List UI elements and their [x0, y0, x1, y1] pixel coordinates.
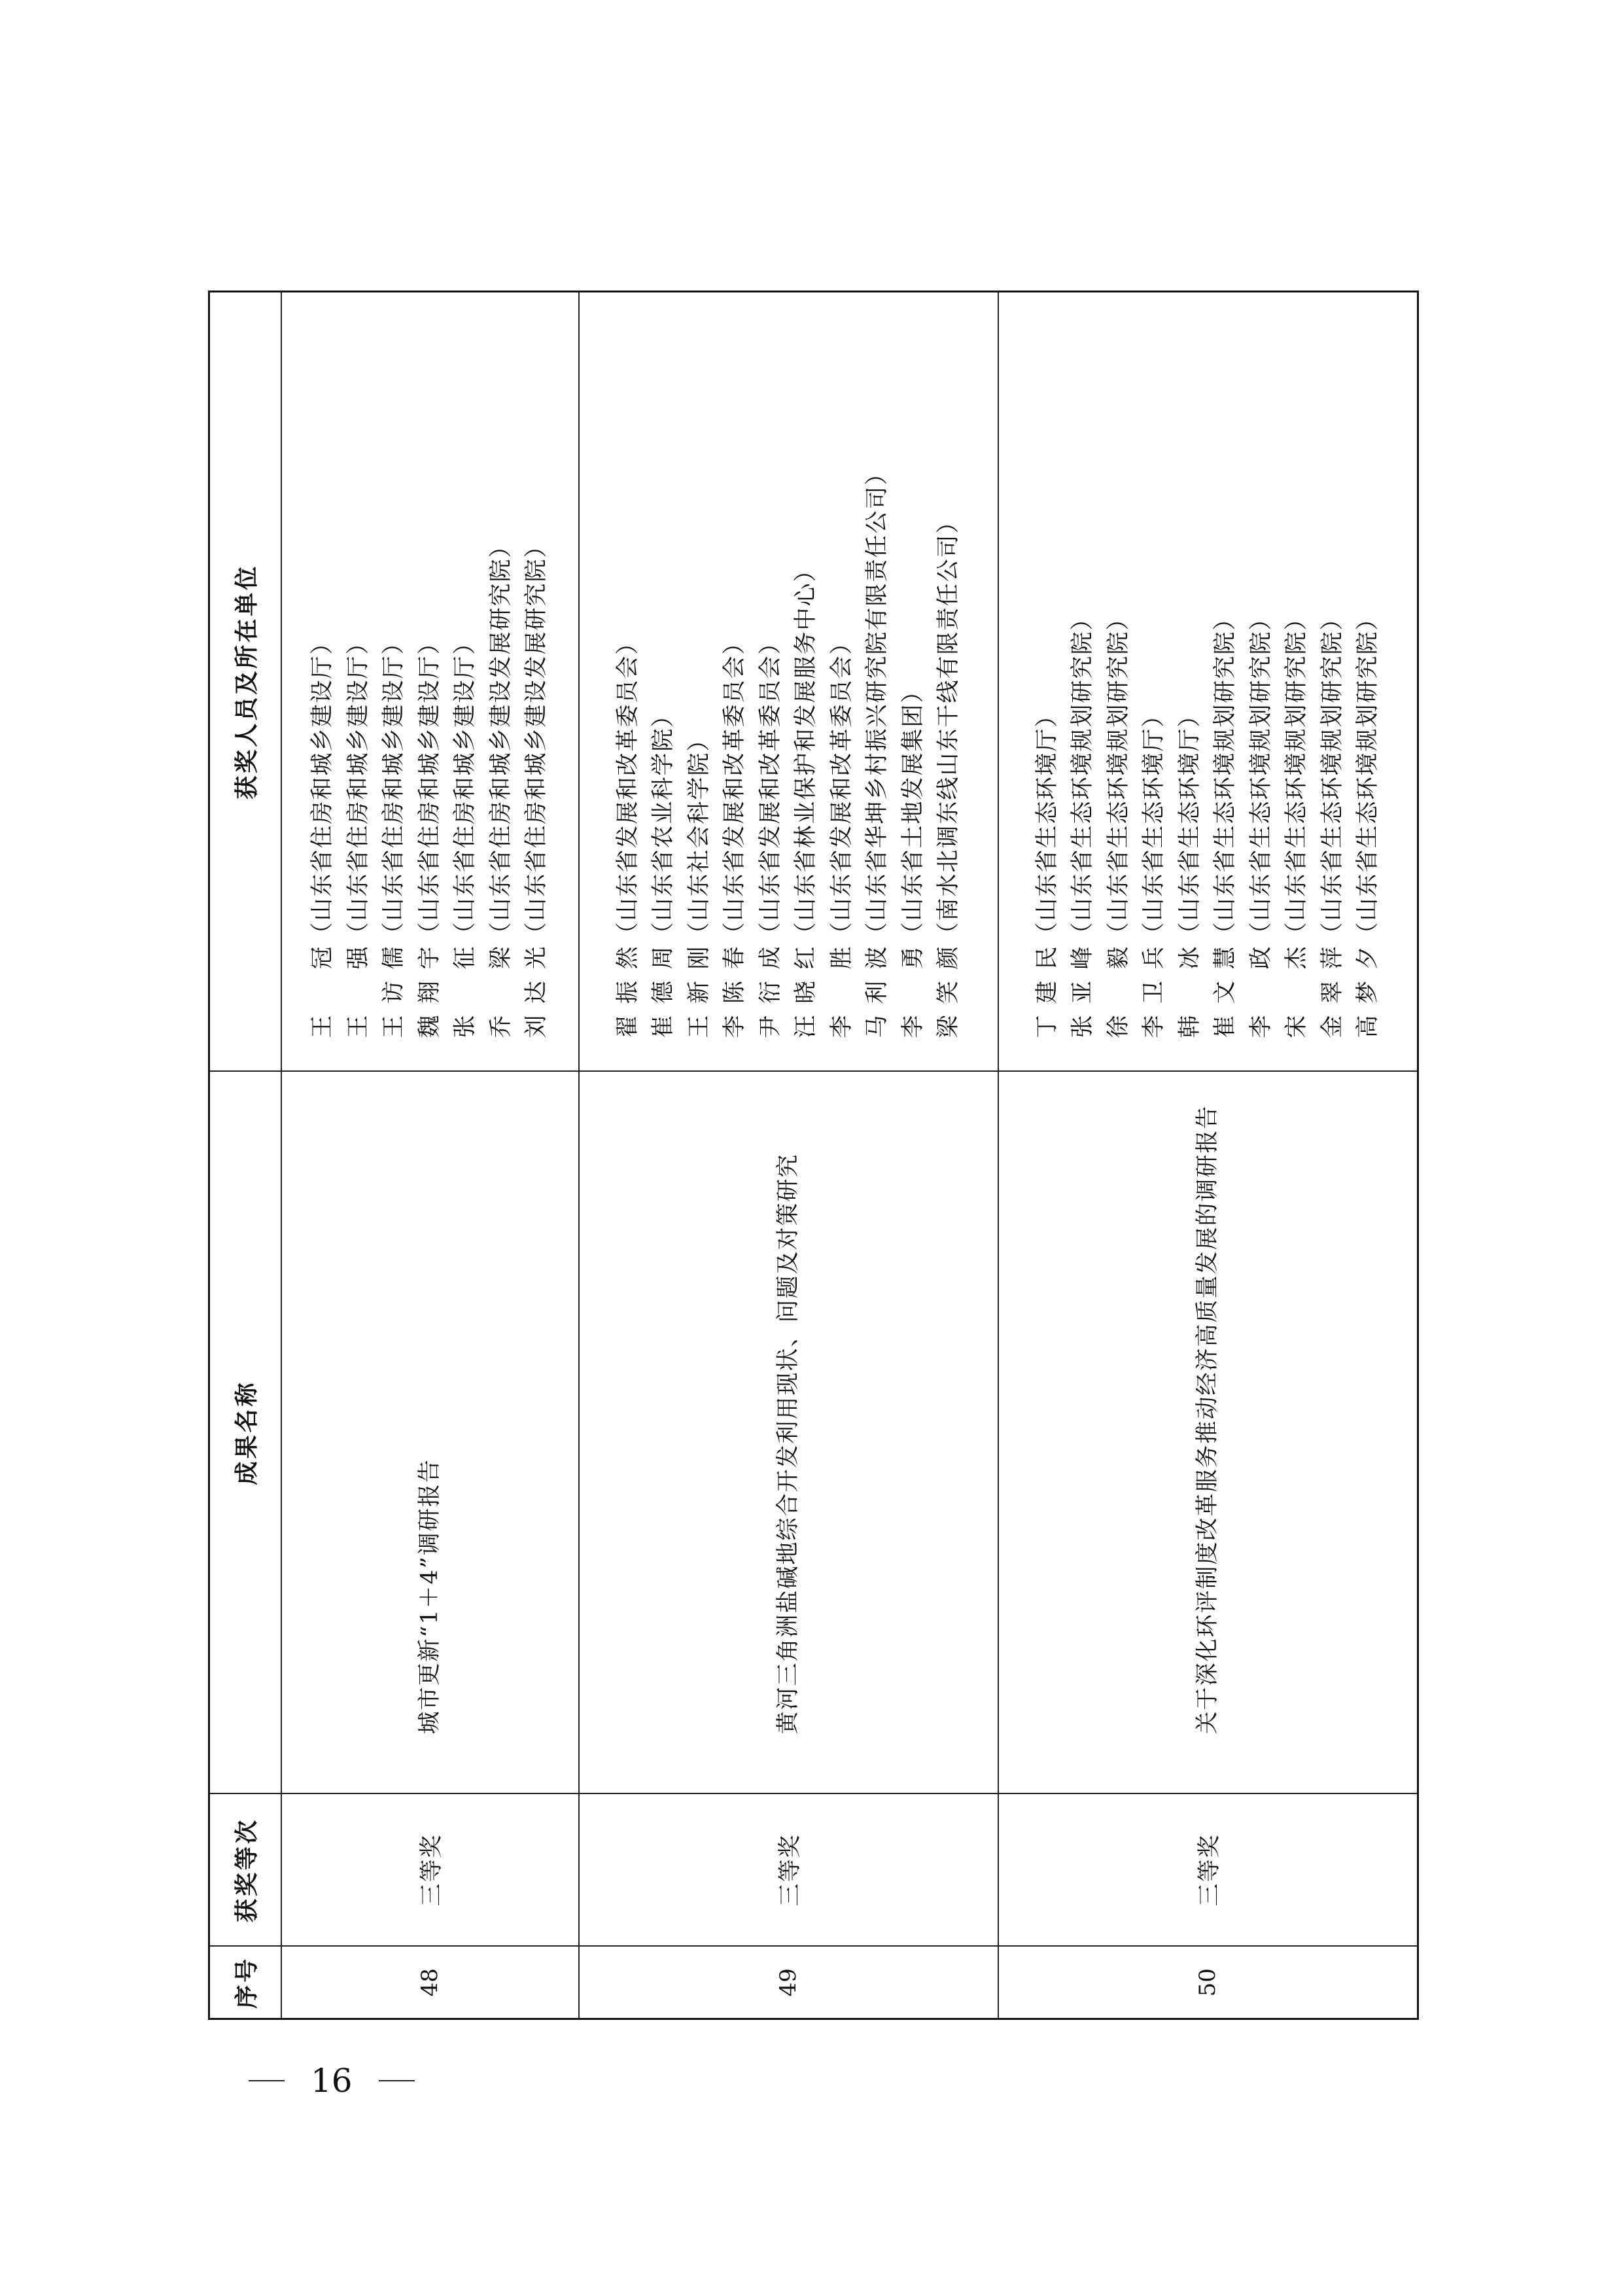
- winners-list: [305, 319, 555, 1038]
- winner-name: 韩 冰: [1176, 946, 1203, 1038]
- achievement-title: 黄河三角洲盐碱地综合开发利用现状、问题及对策研究: [579, 1072, 998, 1794]
- winner-entry: [646, 319, 682, 1038]
- winner-unit: （山东省住房和城乡建设厅）: [416, 630, 443, 945]
- winners-list: [610, 319, 967, 1038]
- winner-name: 刘达光: [523, 946, 550, 1038]
- header-level: 获奖等次: [209, 1794, 281, 1947]
- winner-name: 丁建民: [1034, 946, 1060, 1038]
- winner-name: 王 强: [345, 946, 372, 1038]
- footer-dash-right: [379, 2080, 415, 2081]
- winner-name: 翟振然: [614, 946, 641, 1038]
- row-number: 50: [998, 1947, 1418, 2019]
- winners-list: [1030, 319, 1386, 1038]
- winner-entry: [483, 319, 519, 1038]
- winner-entry: [519, 319, 555, 1038]
- page-footer: [249, 2058, 510, 2104]
- winner-unit: （山东省发展和改革委员会）: [614, 630, 641, 945]
- header-winners: 获奖人员及所在单位: [209, 292, 281, 1072]
- winner-unit: （山东省华坤乡村振兴研究院有限责任公司）: [864, 461, 890, 945]
- winner-name: 高梦夕: [1355, 946, 1382, 1038]
- winner-unit: （山东省住房和城乡建设厅）: [345, 630, 372, 945]
- winner-unit: （山东省林业保护和发展服务中心）: [793, 557, 819, 945]
- winner-name: 李 胜: [828, 946, 855, 1038]
- winner-unit: （山东省住房和城乡建设发展研究院）: [487, 533, 514, 945]
- winner-unit: （山东省生态环境规划研究院）: [1212, 606, 1239, 945]
- winner-name: 王访儒: [381, 946, 408, 1038]
- header-title: 成果名称: [209, 1072, 281, 1794]
- winner-unit: （山东省土地发展集团）: [899, 679, 926, 945]
- achievement-title: 城市更新“1＋4”调研报告: [281, 1072, 579, 1794]
- winner-unit: （山东省生态环境规划研究院）: [1248, 606, 1274, 945]
- winner-name: 尹衍成: [757, 946, 784, 1038]
- winner-entry: [1279, 319, 1315, 1038]
- winner-entry: [1315, 319, 1351, 1038]
- award-level: 三等奖: [998, 1794, 1418, 1947]
- row-number: 48: [281, 1947, 579, 2019]
- winner-entry: [824, 319, 860, 1038]
- winner-entry: [1101, 319, 1137, 1038]
- winner-unit: （山东省发展和改革委员会）: [828, 630, 855, 945]
- winner-name: 王 冠: [309, 946, 336, 1038]
- winner-entry: [682, 319, 718, 1038]
- winner-unit: （山东省发展和改革委员会）: [757, 630, 784, 945]
- header-no: 序号: [209, 1947, 281, 2019]
- winner-entry: [305, 319, 341, 1038]
- winner-name: 魏翔宇: [416, 946, 443, 1038]
- winner-entry: [1136, 319, 1172, 1038]
- winner-entry: [376, 319, 412, 1038]
- winner-entry: [788, 319, 824, 1038]
- winner-name: 梁笑颜: [935, 946, 962, 1038]
- winner-entry: [1030, 319, 1066, 1038]
- winner-entry: [717, 319, 753, 1038]
- table-row: [579, 292, 998, 2019]
- winner-name: 李 勇: [899, 946, 926, 1038]
- winner-unit: （山东省农业科学院）: [650, 703, 676, 945]
- winner-unit: （山东省生态环境规划研究院）: [1105, 606, 1132, 945]
- winner-name: 汪晓红: [793, 946, 819, 1038]
- table-row: [998, 292, 1418, 2019]
- winner-unit: （山东社会科学院）: [686, 727, 712, 945]
- winner-unit: （山东省生态环境规划研究院）: [1283, 606, 1310, 945]
- winner-unit: （山东省发展和改革委员会）: [722, 630, 748, 945]
- winner-name: 王新刚: [686, 946, 712, 1038]
- achievement-title: 关于深化环评制度改革服务推动经济高质量发展的调研报告: [998, 1072, 1418, 1794]
- winner-entry: [447, 319, 483, 1038]
- winner-name: 张亚峰: [1070, 946, 1096, 1038]
- winner-entry: [1065, 319, 1101, 1038]
- winner-name: 乔 梁: [487, 946, 514, 1038]
- winner-name: 金翠萍: [1319, 946, 1346, 1038]
- award-level: 三等奖: [281, 1794, 579, 1947]
- winner-name: 马利波: [864, 946, 890, 1038]
- winners-cell: [281, 292, 579, 1072]
- winner-entry: [1172, 319, 1208, 1038]
- table-header-row: [209, 292, 281, 2019]
- winner-unit: （山东省生态环境规划研究院）: [1070, 606, 1096, 945]
- winner-unit: （山东省生态环境厅）: [1034, 703, 1060, 945]
- winner-name: 崔文慧: [1212, 946, 1239, 1038]
- winner-entry: [1244, 319, 1280, 1038]
- row-number: 49: [579, 1947, 998, 2019]
- award-table: [208, 291, 1419, 2020]
- winner-name: 徐 毅: [1105, 946, 1132, 1038]
- winner-unit: （山东省生态环境规划研究院）: [1319, 606, 1346, 945]
- winner-entry: [860, 319, 896, 1038]
- winner-name: 张 征: [452, 946, 479, 1038]
- winner-name: 宋 杰: [1283, 946, 1310, 1038]
- award-level: 三等奖: [579, 1794, 998, 1947]
- winner-name: 李 政: [1248, 946, 1274, 1038]
- award-table-rotated: [208, 292, 1417, 2020]
- winner-entry: [1350, 319, 1386, 1038]
- footer-dash-left: [249, 2080, 285, 2081]
- winner-unit: （山东省住房和城乡建设厅）: [309, 630, 336, 945]
- winner-unit: （山东省住房和城乡建设厅）: [452, 630, 479, 945]
- table-row: [281, 292, 579, 2019]
- winner-entry: [896, 319, 932, 1038]
- winner-unit: （山东省生态环境厅）: [1176, 703, 1203, 945]
- page-number: 16: [311, 2062, 353, 2100]
- winner-entry: [610, 319, 646, 1038]
- winner-entry: [931, 319, 967, 1038]
- winner-entry: [341, 319, 377, 1038]
- winner-unit: （南水北调东线山东干线有限责任公司）: [935, 509, 962, 945]
- winner-unit: （山东省住房和城乡建设发展研究院）: [523, 533, 550, 945]
- winner-unit: （山东省住房和城乡建设厅）: [381, 630, 408, 945]
- winner-entry: [1208, 319, 1244, 1038]
- winner-name: 李陈春: [722, 946, 748, 1038]
- winner-unit: （山东省生态环境厅）: [1141, 703, 1168, 945]
- winner-entry: [753, 319, 789, 1038]
- winners-cell: [579, 292, 998, 1072]
- winner-name: 李卫兵: [1141, 946, 1168, 1038]
- winner-name: 崔德周: [650, 946, 676, 1038]
- winner-entry: [412, 319, 448, 1038]
- winner-unit: （山东省生态环境规划研究院）: [1355, 606, 1382, 945]
- winners-cell: [998, 292, 1418, 1072]
